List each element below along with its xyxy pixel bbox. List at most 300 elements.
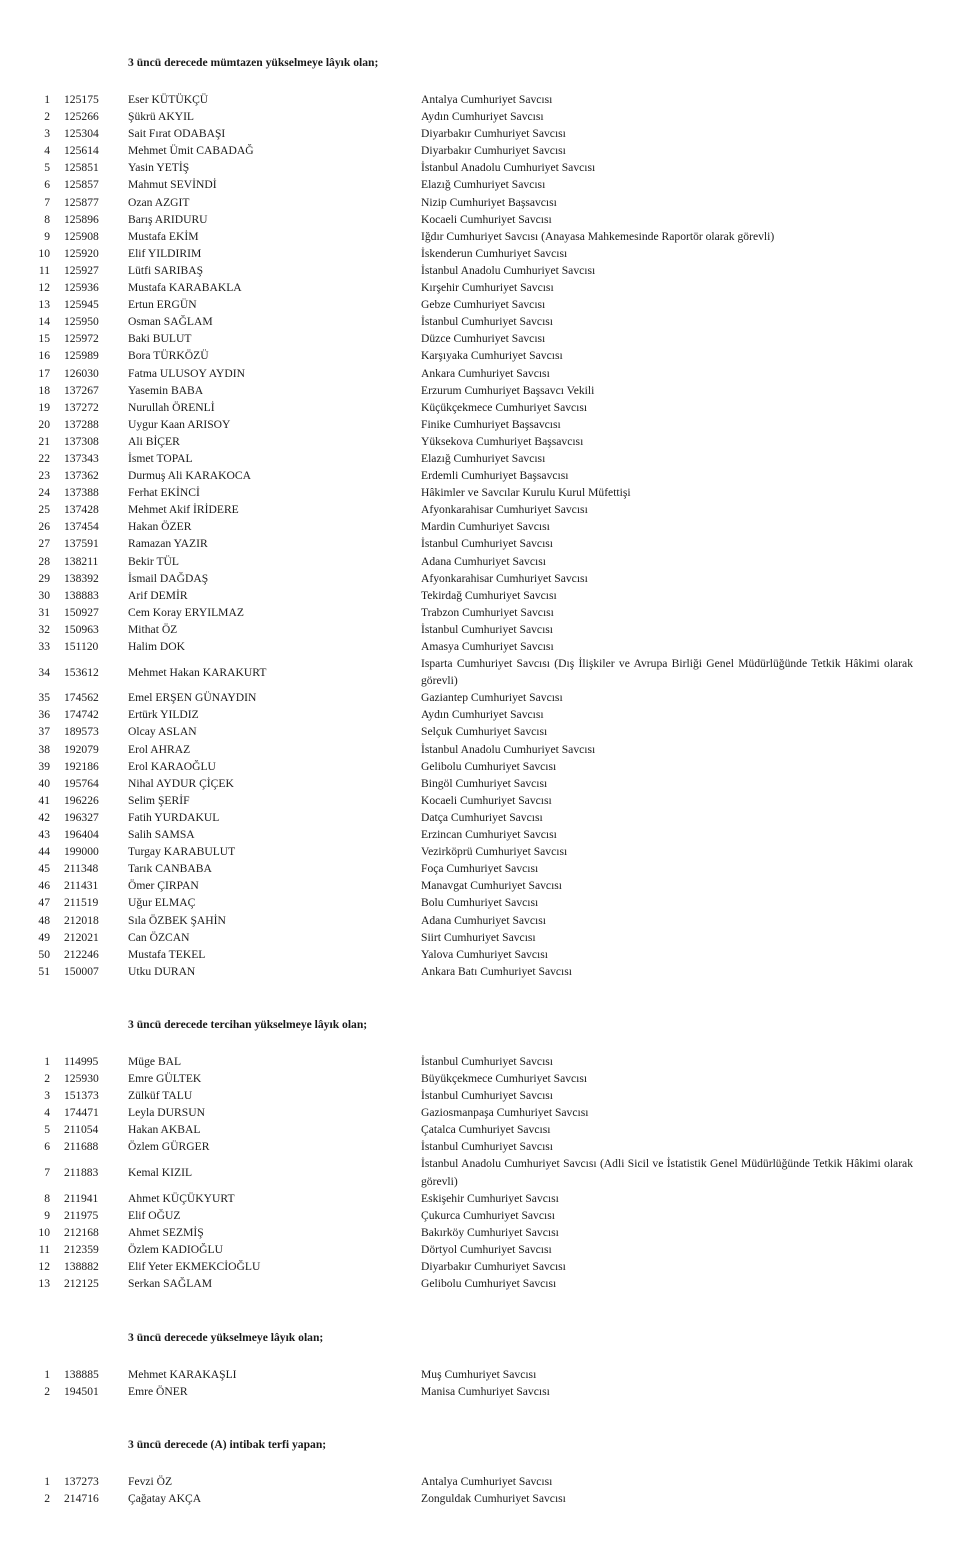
row-number: 21 [38,434,50,448]
sicil-number: 196327 [64,810,99,824]
sicil-number: 125304 [64,127,99,141]
sicil-number: 137591 [64,537,99,551]
row-number: 40 [38,776,50,790]
sicil-number: 212125 [64,1277,99,1291]
position-title: Muş Cumhuriyet Savcısı [421,1368,537,1382]
person-name: Erol KARAOĞLU [128,759,216,773]
row-number: 6 [44,178,50,192]
sicil-number: 212168 [64,1225,99,1239]
section-title: 3 üncü derecede yükselmeye lâyık olan; [128,1331,324,1345]
position-title: İstanbul Anadolu Cumhuriyet Savcısı [421,742,596,756]
row-number: 41 [38,793,50,807]
row-number: 31 [38,605,50,619]
position-title: Nizip Cumhuriyet Başsavcısı [421,195,557,209]
person-name: Mithat ÖZ [128,622,178,636]
row-number: 8 [44,212,50,226]
person-name: Leyla DURSUN [128,1106,205,1120]
sicil-number: 114995 [64,1054,99,1068]
list-item [0,963,960,980]
row-number: 47 [38,896,50,910]
person-name: Mehmet Akif İRİDERE [128,503,239,517]
position-title: Elazığ Cumhuriyet Savcısı [421,451,546,465]
row-number: 37 [38,725,50,739]
sicil-number: 125851 [64,161,99,175]
list-item [0,706,960,723]
position-title: Yalova Cumhuriyet Savcısı [421,947,548,961]
person-name: Mehmet Hakan KARAKURT [128,665,267,679]
sicil-number: 189573 [64,725,99,739]
person-name: Sıla ÖZBEK ŞAHİN [128,913,226,927]
position-title: Tekirdağ Cumhuriyet Savcısı [421,588,557,602]
list-item [0,1275,960,1292]
list-item [0,1473,960,1490]
sicil-number: 199000 [64,845,99,859]
row-number: 44 [38,845,50,859]
person-name: Erol AHRAZ [128,742,191,756]
position-title: İstanbul Cumhuriyet Savcısı [421,1089,554,1103]
list-item [0,1383,960,1400]
row-number: 35 [38,691,50,705]
person-name: Çağatay AKÇA [128,1492,202,1506]
position-title: Elazığ Cumhuriyet Savcısı [421,178,546,192]
person-name: Emre ÖNER [128,1385,188,1399]
list-item [0,929,960,946]
list-item [0,399,960,416]
sicil-number: 137288 [64,417,99,431]
list-item [0,621,960,638]
sicil-number: 150963 [64,622,99,636]
row-number: 5 [44,161,50,175]
position-title: Manisa Cumhuriyet Savcısı [421,1385,550,1399]
list-item [0,245,960,262]
position-title: Manavgat Cumhuriyet Savcısı [421,879,563,893]
position-title: Erzincan Cumhuriyet Savcısı [421,828,557,842]
position-title: Trabzon Cumhuriyet Savcısı [421,605,554,619]
list-item [0,467,960,484]
position-title: Kocaeli Cumhuriyet Savcısı [421,793,552,807]
list-item [0,279,960,296]
row-number: 33 [38,640,50,653]
person-name: Bekir TÜL [128,554,179,568]
section-spacer [0,980,960,1018]
position-title: Büyükçekmece Cumhuriyet Savcısı [421,1071,588,1085]
row-number: 27 [38,537,50,551]
position-title: Adana Cumhuriyet Savcısı [421,913,546,927]
position-title: İstanbul Cumhuriyet Savcısı [421,1140,554,1154]
row-number: 19 [38,400,50,414]
section-title: 3 üncü derecede (A) intibak terfi yapan; [128,1438,327,1452]
row-number: 7 [44,195,50,209]
list-item [0,194,960,211]
row-number: 6 [44,1140,50,1154]
list-item [0,604,960,621]
sicil-number: 137428 [64,503,99,517]
sicil-number: 151373 [64,1089,99,1103]
list-item [0,450,960,467]
list-item [0,382,960,399]
row-number: 11 [38,1242,50,1256]
person-name: Mustafa TEKEL [128,947,206,961]
position-title: İstanbul Cumhuriyet Savcısı [421,1054,554,1068]
position-title: İstanbul Anadolu Cumhuriyet Savcısı [421,263,596,277]
position-title: Eskişehir Cumhuriyet Savcısı [421,1191,559,1205]
person-name: Ertun ERGÜN [128,298,197,312]
position-title: Hâkimler ve Savcılar Kurulu Kurul Müfettişi [421,486,631,500]
promotion-section [0,1018,960,1292]
person-name: Ahmet KÜÇÜKYURT [128,1191,235,1205]
row-number: 24 [38,486,50,500]
list-item [0,1366,960,1383]
position-title: Aydın Cumhuriyet Savcısı [421,708,544,722]
person-name: Elif OĞUZ [128,1208,181,1222]
position-title: Adana Cumhuriyet Savcısı [421,554,546,568]
position-title: Antalya Cumhuriyet Savcısı [421,1475,553,1489]
position-title: Çukurca Cumhuriyet Savcısı [421,1208,555,1222]
position-title: Gelibolu Cumhuriyet Savcısı [421,1277,557,1291]
sicil-number: 211883 [64,1165,99,1179]
row-number: 50 [38,947,50,961]
list-item [0,176,960,193]
sicil-number: 137362 [64,469,99,483]
person-name: Ali BİÇER [128,434,180,448]
sicil-number: 125266 [64,110,99,124]
position-title: Afyonkarahisar Cumhuriyet Savcısı [421,571,588,585]
list-item [0,655,960,689]
person-name: Bora TÜRKÖZÜ [128,349,209,363]
person-name: Zülküf TALU [128,1089,193,1103]
position-title: Datça Cumhuriyet Savcısı [421,810,543,824]
row-number: 48 [38,913,50,927]
promotion-section [0,1438,960,1507]
position-title: Iğdır Cumhuriyet Savcısı (Anayasa Mahkemesinde Raportör olarak görevli) [421,229,775,243]
sicil-number: 174742 [64,708,99,722]
person-name: Hakan AKBAL [128,1123,201,1137]
position-title: Bakırköy Cumhuriyet Savcısı [421,1225,559,1239]
list-item [0,570,960,587]
sicil-number: 214716 [64,1492,99,1506]
person-name: İsmail DAĞDAŞ [128,571,209,585]
list-item [0,1190,960,1207]
section-spacer [0,1400,960,1438]
row-number: 2 [44,1071,50,1085]
list-item [0,416,960,433]
position-title: Gaziantep Cumhuriyet Savcısı [421,691,563,705]
document-page [0,56,960,1508]
list-item [0,1207,960,1224]
person-name: Elif YILDIRIM [128,246,202,260]
sicil-number: 174471 [64,1106,99,1120]
position-title: İskenderun Cumhuriyet Savcısı [421,246,568,260]
row-number: 51 [38,964,50,978]
sicil-number: 211519 [64,896,99,910]
list-item [0,638,960,655]
position-title: Çatalca Cumhuriyet Savcısı [421,1123,551,1137]
sicil-number: 195764 [64,776,99,790]
person-name: Ömer ÇIRPAN [128,879,199,893]
row-number: 23 [38,469,50,483]
row-number: 36 [38,708,50,722]
list-item [0,1155,960,1189]
list-item [0,211,960,228]
row-number: 42 [38,810,50,824]
row-number: 20 [38,417,50,431]
person-name: Tarık CANBABA [128,862,212,876]
sicil-number: 212359 [64,1242,99,1256]
person-name: Lütfi SARIBAŞ [128,263,204,277]
list-item [0,553,960,570]
row-number: 10 [38,1225,50,1239]
position-title: Foça Cumhuriyet Savcısı [421,862,539,876]
sicil-number: 125936 [64,281,99,295]
list-item [0,587,960,604]
list [0,1366,960,1400]
list-item [0,894,960,911]
person-name: Utku DURAN [128,964,196,978]
position-title: Düzce Cumhuriyet Savcısı [421,332,546,346]
list-item [0,330,960,347]
list-item [0,775,960,792]
list-item [0,433,960,450]
row-number: 43 [38,828,50,842]
person-name: Osman SAĞLAM [128,315,213,329]
row-number: 46 [38,879,50,893]
position-title: Gebze Cumhuriyet Savcısı [421,298,546,312]
list-item [0,518,960,535]
list-item [0,826,960,843]
position-title: Finike Cumhuriyet Başsavcısı [421,417,561,431]
list-item [0,262,960,279]
person-name: Yasemin BABA [128,383,204,397]
list-item [0,809,960,826]
person-name: Ozan AZGIT [128,195,190,209]
list-item [0,313,960,330]
position-title: Antalya Cumhuriyet Savcısı [421,93,553,106]
person-name: Elif Yeter EKMEKCİOĞLU [128,1260,261,1273]
row-number: 17 [38,366,50,380]
position-title: Diyarbakır Cumhuriyet Savcısı [421,1260,566,1273]
person-name: Mehmet KARAKAŞLI [128,1368,237,1382]
person-name: Olcay ASLAN [128,725,197,739]
row-number: 13 [38,1277,50,1291]
row-number: 4 [44,144,50,158]
row-number: 8 [44,1191,50,1205]
position-title: İstanbul Cumhuriyet Savcısı [421,537,554,551]
list-item [0,1241,960,1258]
row-number: 4 [44,1106,50,1120]
person-name: Emel ERŞEN GÜNAYDIN [128,691,257,705]
sicil-number: 211054 [64,1123,99,1137]
list-item [0,142,960,159]
sicil-number: 153612 [64,665,99,679]
sicil-number: 212021 [64,930,99,944]
position-title: Dörtyol Cumhuriyet Savcısı [421,1242,552,1256]
sicil-number: 211348 [64,862,99,876]
sicil-number: 211431 [64,879,99,893]
position-title: Afyonkarahisar Cumhuriyet Savcısı [421,503,588,517]
sicil-number: 192186 [64,759,99,773]
person-name: Halim DOK [128,640,185,653]
person-name: Eser KÜTÜKÇÜ [128,93,209,106]
row-number: 13 [38,298,50,312]
person-name: Ramazan YAZIR [128,537,208,551]
list-item [0,741,960,758]
list-item [0,843,960,860]
row-number: 2 [44,1492,50,1506]
position-title: Karşıyaka Cumhuriyet Savcısı [421,349,563,363]
person-name: Nurullah ÖRENLİ [128,400,215,414]
person-name: Mehmet Ümit CABADAĞ [128,144,254,158]
list-item [0,91,960,108]
sicil-number: 137388 [64,486,99,500]
row-number: 3 [44,127,50,141]
sicil-number: 174562 [64,691,99,705]
row-number: 22 [38,451,50,465]
person-name: Ertürk YILDIZ [128,708,199,722]
person-name: Özlem GÜRGER [128,1140,210,1154]
person-name: Uğur ELMAÇ [128,896,196,910]
sicil-number: 125614 [64,144,99,158]
person-name: Mustafa EKİM [128,229,199,243]
list-item [0,792,960,809]
position-title: Küçükçekmece Cumhuriyet Savcısı [421,400,588,414]
sicil-number: 150927 [64,605,99,619]
list-item [0,159,960,176]
row-number: 5 [44,1123,50,1137]
row-number: 10 [38,246,50,260]
sicil-number: 125945 [64,298,99,312]
person-name: Fevzi ÖZ [128,1475,173,1489]
sicil-number: 125896 [64,212,99,226]
position-title: İstanbul Cumhuriyet Savcısı [421,622,554,636]
list [0,1473,960,1507]
person-name: Mustafa KARABAKLA [128,281,242,295]
person-name: Ferhat EKİNCİ [128,486,200,500]
row-number: 7 [44,1165,50,1179]
row-number: 38 [38,742,50,756]
person-name: Durmuş Ali KARAKOCA [128,469,252,483]
list-item [0,758,960,775]
list-item [0,1224,960,1241]
list-item [0,1104,960,1121]
list-item [0,125,960,142]
sicil-number: 125989 [64,349,99,363]
position-title: Bingöl Cumhuriyet Savcısı [421,776,548,790]
person-name: Turgay KARABULUT [128,845,236,859]
position-title: Isparta Cumhuriyet Savcısı (Dış İlişkiler ve Avrupa Birliği Genel Müdürlüğünde Tetkik Hâkimi olarak görevli) [421,657,913,688]
person-name: Hakan ÖZER [128,520,192,534]
person-name: Uygur Kaan ARISOY [128,417,231,431]
sicil-number: 150007 [64,964,99,978]
person-name: Mahmut SEVİNDİ [128,178,217,192]
list [0,91,960,980]
list-item [0,1490,960,1507]
position-title: Kocaeli Cumhuriyet Savcısı [421,212,552,226]
person-name: Salih SAMSA [128,828,195,842]
sicil-number: 137267 [64,383,99,397]
row-number: 12 [38,281,50,295]
list-item [0,108,960,125]
position-title: Yüksekova Cumhuriyet Başsavcısı [421,434,584,448]
person-name: Fatih YURDAKUL [128,810,220,824]
row-number: 3 [44,1089,50,1103]
sicil-number: 194501 [64,1385,99,1399]
section-title: 3 üncü derecede tercihan yükselmeye lâyık olan; [128,1017,368,1031]
sicil-number: 125927 [64,263,99,277]
sicil-number: 125950 [64,315,99,329]
row-number: 32 [38,622,50,636]
sicil-number: 211688 [64,1140,99,1154]
person-name: Yasin YETİŞ [128,161,190,175]
list-item [0,535,960,552]
position-title: Aydın Cumhuriyet Savcısı [421,110,544,124]
sicil-number: 138882 [64,1260,99,1273]
sicil-number: 125920 [64,246,99,260]
position-title: Vezirköprü Cumhuriyet Savcısı [421,845,568,859]
sicil-number: 137454 [64,520,99,534]
list-item [0,1258,960,1275]
list-item [0,484,960,501]
list-item [0,860,960,877]
section-spacer [0,1292,960,1331]
person-name: Emre GÜLTEK [128,1071,202,1085]
sicil-number: 196404 [64,828,99,842]
position-title: Bolu Cumhuriyet Savcısı [421,896,539,910]
sicil-number: 125972 [64,332,99,346]
position-title: İstanbul Cumhuriyet Savcısı [421,315,554,329]
row-number: 2 [44,110,50,124]
row-number: 15 [38,332,50,346]
position-title: Kırşehir Cumhuriyet Savcısı [421,281,554,295]
row-number: 49 [38,930,50,944]
sicil-number: 138392 [64,571,99,585]
sicil-number: 137272 [64,400,99,414]
person-name: İsmet TOPAL [128,451,193,465]
person-name: Özlem KADIOĞLU [128,1242,223,1256]
list-item [0,723,960,740]
row-number: 30 [38,588,50,602]
position-title: Gelibolu Cumhuriyet Savcısı [421,759,557,773]
list-item [0,501,960,518]
row-number: 26 [38,520,50,534]
person-name: Serkan SAĞLAM [128,1277,213,1291]
row-number: 16 [38,349,50,363]
person-name: Şükrü AKYIL [128,110,195,124]
person-name: Nihal AYDUR ÇİÇEK [128,776,234,790]
list-item [0,877,960,894]
position-title: Erzurum Cumhuriyet Başsavcı Vekili [421,383,595,397]
position-title: Zonguldak Cumhuriyet Savcısı [421,1492,566,1506]
row-number: 9 [44,229,50,243]
sicil-number: 126030 [64,366,99,380]
sicil-number: 125175 [64,93,99,106]
sicil-number: 125877 [64,195,99,209]
person-name: Barış ARIDURU [128,212,208,226]
row-number: 1 [44,1475,50,1489]
row-number: 39 [38,759,50,773]
list-item [0,1138,960,1155]
sicil-number: 125908 [64,229,99,243]
row-number: 2 [44,1385,50,1399]
list-item [0,296,960,313]
position-title: İstanbul Anadolu Cumhuriyet Savcısı [421,161,596,175]
row-number: 18 [38,383,50,397]
row-number: 34 [38,665,50,679]
sicil-number: 125857 [64,178,99,192]
sicil-number: 151120 [64,640,99,653]
person-name: Sait Fırat ODABAŞI [128,127,226,141]
list-item [0,1087,960,1104]
sicil-number: 192079 [64,742,99,756]
